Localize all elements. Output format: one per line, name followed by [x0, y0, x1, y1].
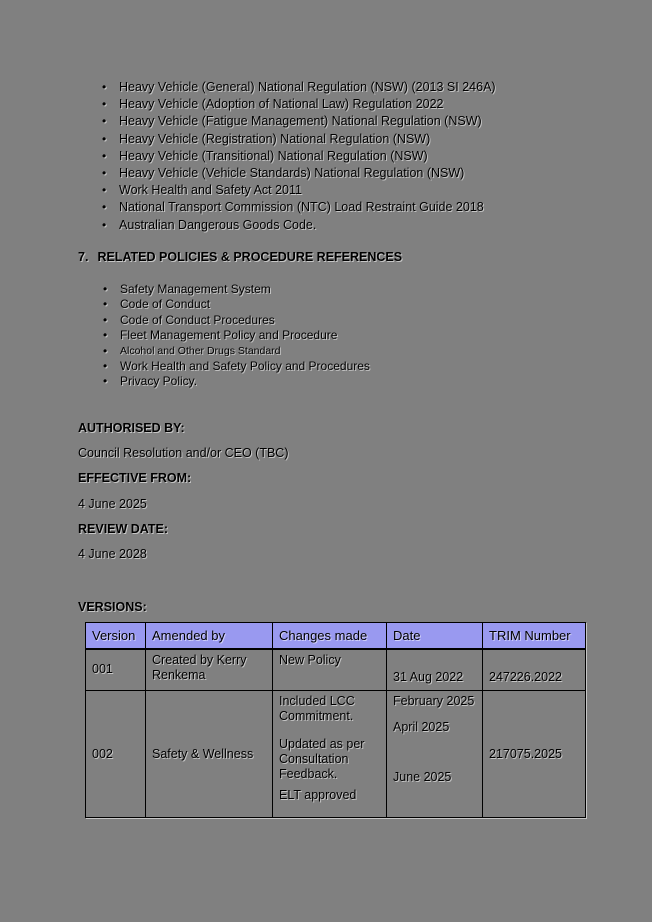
authorised-by-label: AUTHORISED BY:	[78, 421, 185, 435]
cell-version: 001	[86, 649, 146, 691]
cell-date: 31 Aug 2022	[387, 649, 483, 691]
list-item: • Work Health and Safety Act 2011	[100, 182, 570, 199]
column-header-amended-by: Amended by	[146, 623, 273, 649]
list-item: • Heavy Vehicle (Transitional) National Regulation (NSW)	[100, 148, 570, 165]
date-entry: June 2025	[393, 770, 452, 784]
list-item: • Alcohol and Other Drugs Standard	[101, 344, 571, 359]
cell-version: 002	[86, 691, 146, 818]
approval-details	[78, 422, 538, 573]
table-row	[86, 691, 586, 818]
list-item: • Code of Conduct	[101, 297, 571, 312]
cell-trim-number: 247226.2022	[483, 649, 586, 691]
section-number: 7.	[78, 250, 89, 264]
list-item: • Heavy Vehicle (Vehicle Standards) National Regulation (NSW)	[100, 165, 570, 182]
list-item: • Heavy Vehicle (General) National Regulation (NSW) (2013 SI 246A)	[100, 79, 570, 96]
list-item: • Work Health and Safety Policy and Procedures	[101, 359, 571, 374]
cell-trim-number: 217075.2025	[483, 691, 586, 818]
column-header-trim-number: TRIM Number	[483, 623, 586, 649]
change-entry: Included LCC Commitment.	[279, 694, 355, 723]
review-date-value: 4 June 2028	[78, 546, 147, 561]
section-title: RELATED POLICIES & PROCEDURE REFERENCES	[97, 250, 403, 264]
list-item: • Safety Management System	[101, 282, 571, 297]
cell-changes-made: New Policy	[273, 649, 387, 691]
list-item: • Fleet Management Policy and Procedure	[101, 328, 571, 343]
section-heading	[78, 250, 402, 264]
list-item: • Heavy Vehicle (Adoption of National Law) Regulation 2022	[100, 96, 570, 113]
cell-amended-by: Created by Kerry Renkema	[146, 649, 273, 691]
column-header-changes-made: Changes made	[273, 623, 387, 649]
list-item: • Code of Conduct Procedures	[101, 313, 571, 328]
cell-changes-made	[273, 691, 387, 818]
list-item: • National Transport Commission (NTC) Load Restraint Guide 2018	[100, 199, 570, 216]
cell-date	[387, 691, 483, 818]
effective-from-value: 4 June 2025	[78, 496, 147, 511]
column-header-version: Version	[86, 623, 146, 649]
list-item: • Privacy Policy.	[101, 374, 571, 389]
cell-amended-by: Safety & Wellness	[146, 691, 273, 818]
authorised-by-value: Council Resolution and/or CEO (TBC)	[78, 446, 289, 461]
list-item: • Heavy Vehicle (Registration) National Regulation (NSW)	[100, 131, 570, 148]
versions-heading: VERSIONS:	[78, 600, 147, 614]
table-row	[86, 649, 586, 691]
review-date-label: REVIEW DATE:	[78, 521, 169, 536]
column-header-date: Date	[387, 623, 483, 649]
change-entry: Updated as per Consultation Feedback.	[279, 737, 365, 781]
date-entry: April 2025	[393, 720, 450, 734]
related-policies-list	[101, 282, 571, 390]
table-header-row	[86, 623, 586, 649]
list-item: • Australian Dangerous Goods Code.	[100, 217, 570, 234]
date-entry: February 2025	[393, 694, 475, 708]
change-entry: ELT approved	[279, 788, 357, 802]
versions-table	[85, 622, 586, 818]
list-item: • Heavy Vehicle (Fatigue Management) National Regulation (NSW)	[100, 113, 570, 130]
effective-from-label: EFFECTIVE FROM:	[78, 471, 192, 486]
legislation-list	[100, 79, 570, 234]
